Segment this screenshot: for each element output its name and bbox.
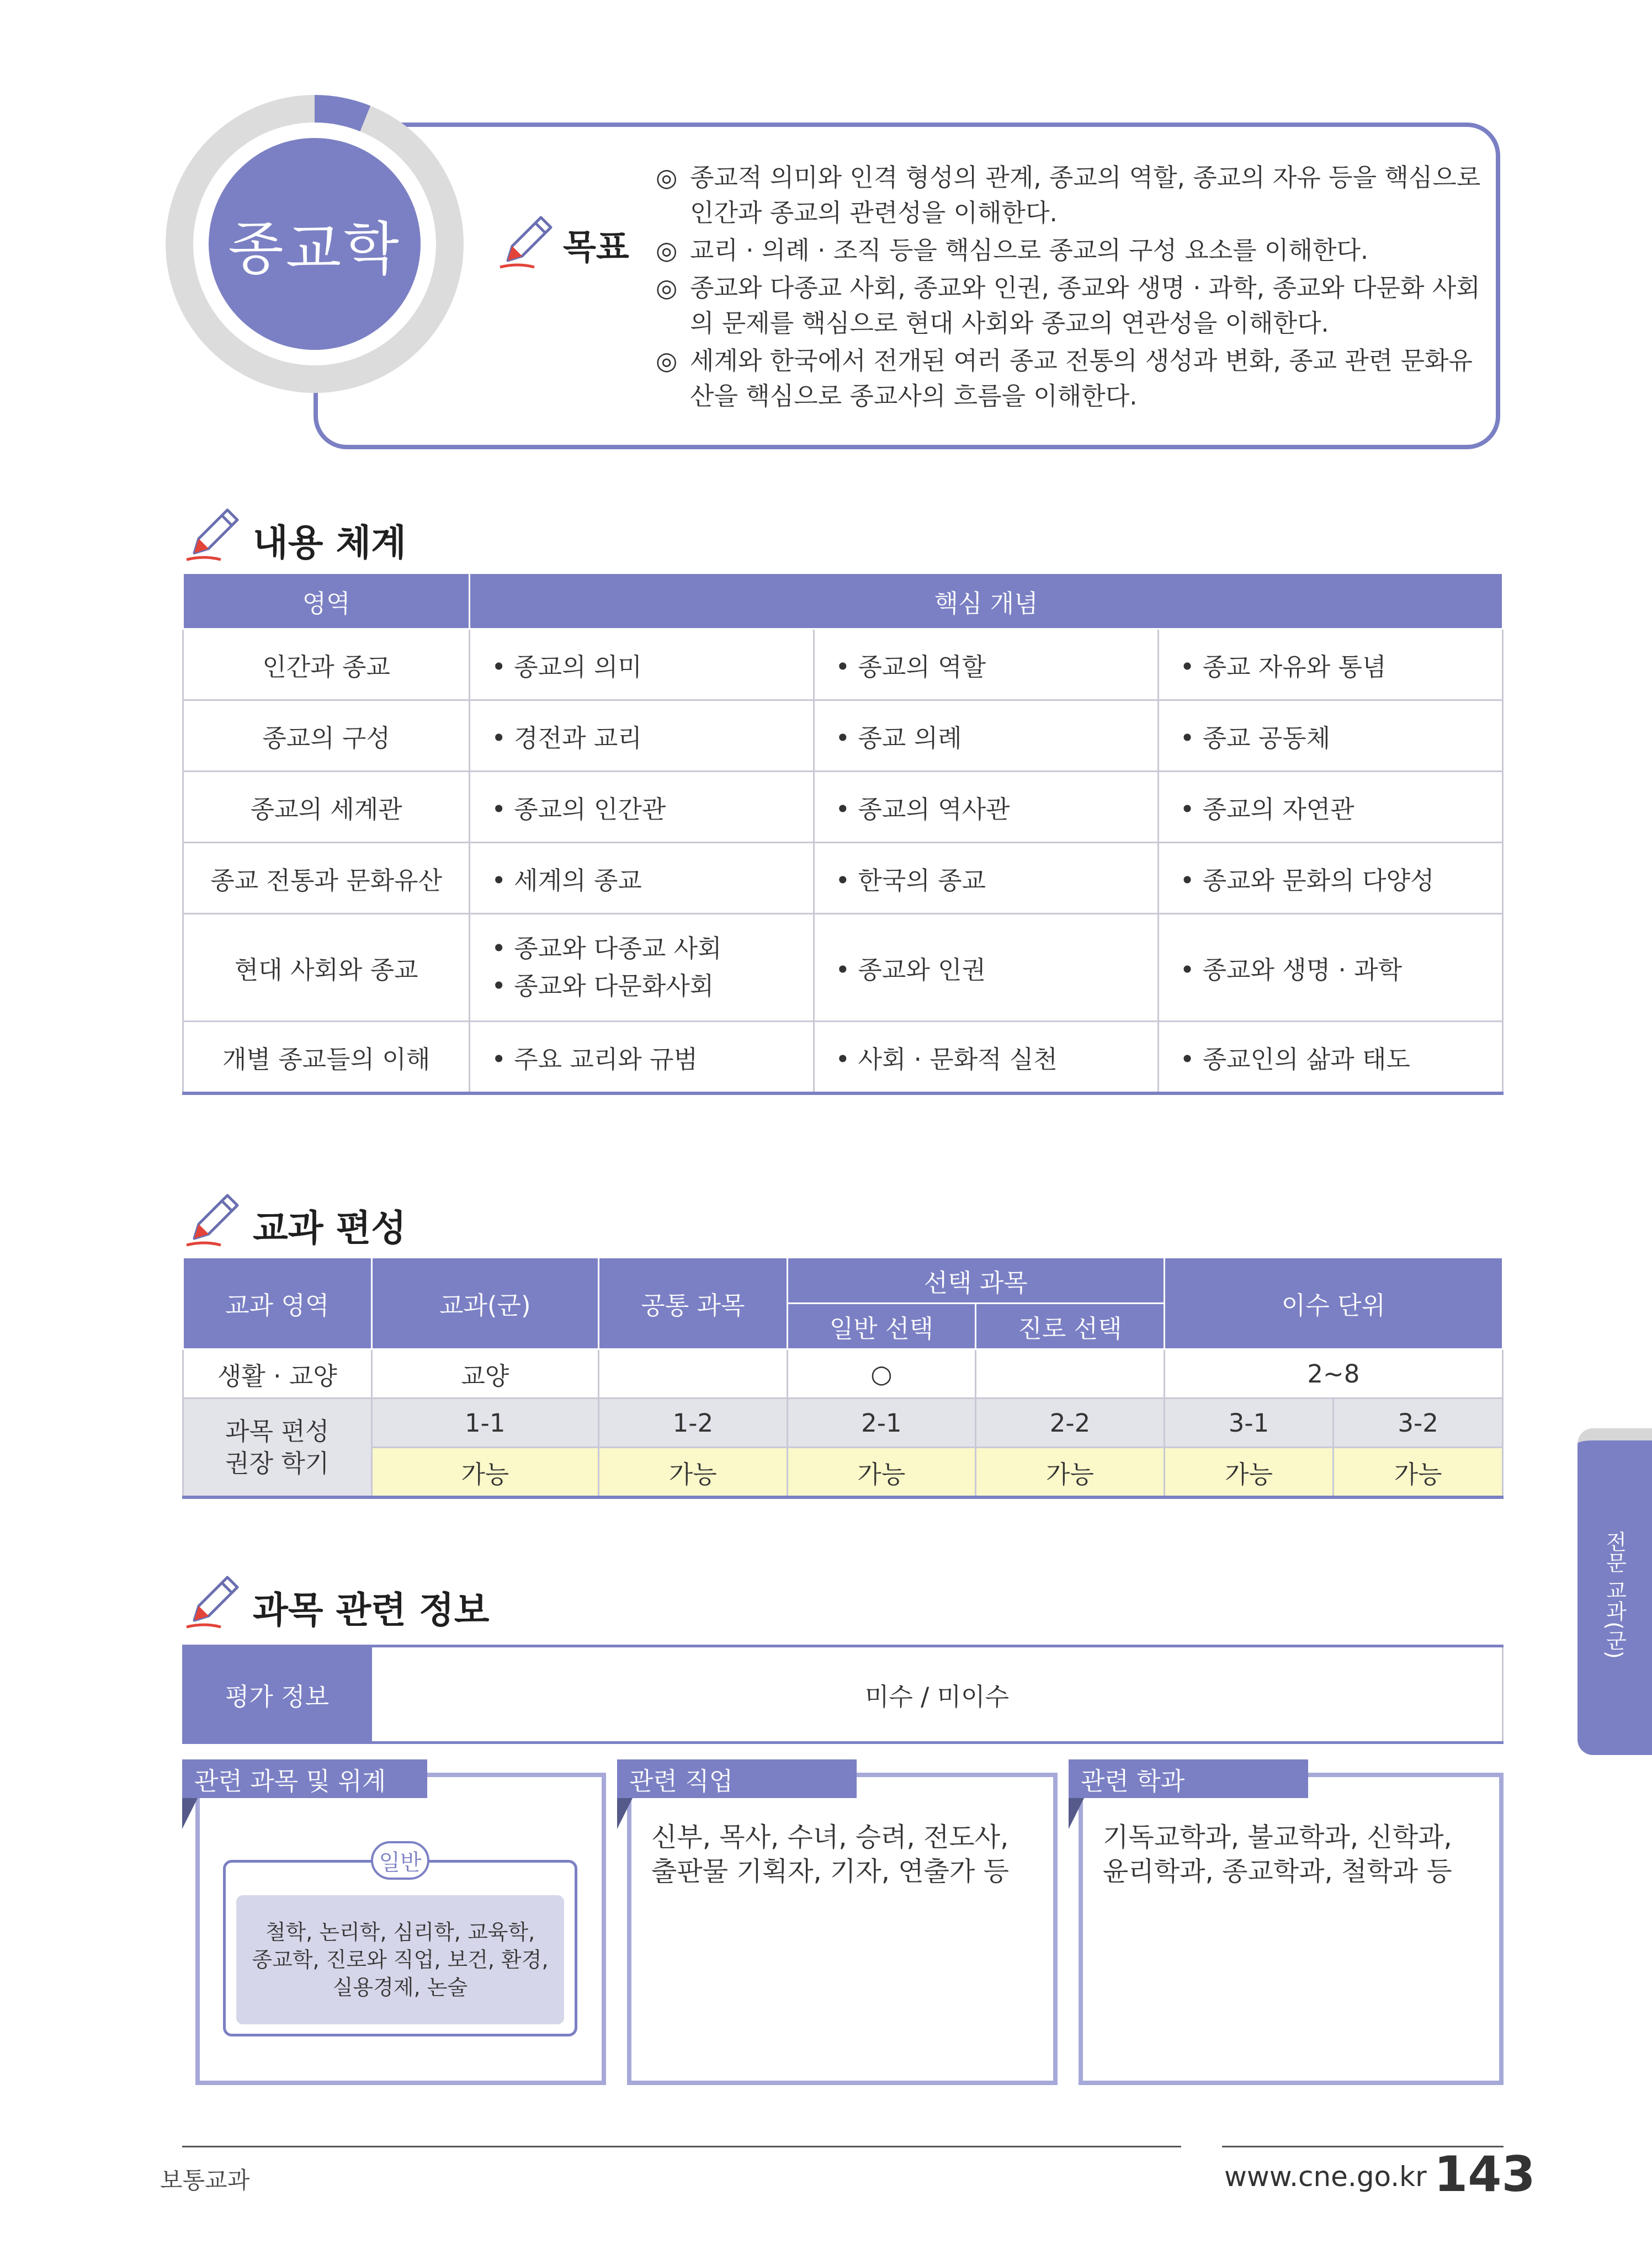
concept-cell: • 한국의 종교 xyxy=(814,843,1158,914)
majors-line: 윤리학과, 종교학과, 철학과 등 xyxy=(1103,1856,1452,1887)
goal-text: 세계와 한국에서 전개된 여러 종교 전통의 생성과 변화, 종교 관련 문화유산을 핵심으로 종교사의 흐름을 이해한다. xyxy=(690,346,1473,411)
footer-url[interactable]: www.cne.go.kr xyxy=(1224,2161,1427,2193)
area-cell: 종교 전통과 문화유산 xyxy=(183,843,470,914)
table-row xyxy=(183,914,1503,1022)
related-jobs-box xyxy=(627,1773,1058,2085)
goal-item xyxy=(656,343,1484,414)
area-cell: 현대 사회와 종교 xyxy=(183,914,470,1022)
semester-label-line: 과목 편성 xyxy=(225,1416,330,1446)
related-majors-tab: 관련 학과 xyxy=(1069,1759,1308,1798)
concept-line: • 종교와 다문화사회 xyxy=(491,971,714,1001)
side-tab-label: 전문 교과(군) xyxy=(1602,1531,1627,1659)
header-common: 공통 과목 xyxy=(599,1258,788,1349)
area-cell: 종교의 구성 xyxy=(183,700,470,772)
goal-list xyxy=(656,160,1484,416)
header-group: 교과(군) xyxy=(371,1258,599,1349)
concept-cell: • 종교 공동체 xyxy=(1158,700,1502,772)
goal-item xyxy=(656,160,1484,231)
jobs-line: 신부, 목사, 수녀, 승려, 전도사, xyxy=(651,1822,1009,1853)
footer-divider xyxy=(182,2146,1181,2147)
header-concepts: 핵심 개념 xyxy=(470,573,1503,629)
concept-line: • 종교와 다종교 사회 xyxy=(491,934,722,963)
goal-text: 교리 · 의례 · 조직 등을 핵심으로 종교의 구성 요소를 이해한다. xyxy=(690,236,1369,265)
concept-cell: • 경전과 교리 xyxy=(470,700,814,772)
tab-fold xyxy=(617,1798,633,1829)
general-pill: 일반 xyxy=(371,1841,429,1880)
table-row xyxy=(183,1022,1503,1094)
availability-cell: 가능 xyxy=(787,1448,976,1498)
area-cell: 개별 종교들의 이해 xyxy=(183,1022,470,1094)
semester-cell: 1-1 xyxy=(371,1398,599,1448)
concept-cell: • 종교의 의미 xyxy=(470,629,814,700)
semester-cell: 3-1 xyxy=(1164,1398,1334,1448)
evaluation-label: 평가 정보 xyxy=(182,1647,372,1741)
goal-label: 목표 xyxy=(563,227,629,267)
goal-marker: ◎ xyxy=(656,236,678,265)
page-number: 143 xyxy=(1434,2146,1536,2203)
footer-section: 보통교과 xyxy=(160,2167,250,2194)
list-line: 실용경제, 논술 xyxy=(332,1975,468,2000)
table-header-row xyxy=(183,1258,1503,1304)
tab-fold xyxy=(1069,1798,1084,1829)
availability-cell: 가능 xyxy=(599,1448,788,1498)
availability-cell: 가능 xyxy=(1334,1448,1503,1498)
header-units: 이수 단위 xyxy=(1164,1258,1502,1349)
evaluation-value: 미수 / 미이수 xyxy=(372,1647,1504,1741)
concept-cell: • 종교의 역사관 xyxy=(814,772,1158,843)
table-header-row xyxy=(183,573,1503,629)
related-subjects-tab: 관련 과목 및 위계 xyxy=(182,1759,427,1798)
goal-item xyxy=(656,270,1484,341)
goal-text: 종교적 의미와 인격 형성의 관계, 종교의 역할, 종교의 자유 등을 핵심으로 인간과 종교의 관련성을 이해한다. xyxy=(690,163,1481,227)
semester-label-line: 권장 학기 xyxy=(225,1448,330,1478)
table-row xyxy=(183,843,1503,914)
table-row xyxy=(183,700,1503,772)
header-elective: 선택 과목 xyxy=(787,1258,1164,1304)
goal-marker: ◎ xyxy=(656,163,678,192)
related-jobs-tab: 관련 직업 xyxy=(617,1759,857,1798)
content-table xyxy=(182,572,1504,1095)
evaluation-row xyxy=(182,1645,1504,1744)
common-cell xyxy=(599,1349,788,1398)
concept-cell: • 종교의 자연관 xyxy=(1158,772,1502,843)
availability-cell: 가능 xyxy=(371,1448,599,1498)
semester-cell: 3-2 xyxy=(1334,1398,1503,1448)
related-majors-text xyxy=(1103,1820,1452,1889)
section-title-subject-info: 과목 관련 정보 xyxy=(253,1589,490,1631)
related-jobs-text xyxy=(651,1820,1009,1889)
semester-cell: 2-1 xyxy=(787,1398,976,1448)
concept-cell: • 주요 교리와 규범 xyxy=(470,1022,814,1094)
list-line: 철학, 논리학, 심리학, 교육학, xyxy=(265,1920,535,1944)
concept-cell: • 종교와 생명 · 과학 xyxy=(1158,914,1502,1022)
semester-cell: 1-2 xyxy=(599,1398,788,1448)
availability-cell: 가능 xyxy=(976,1448,1165,1498)
pencil-icon xyxy=(182,1190,243,1251)
header-career: 진로 선택 xyxy=(976,1304,1165,1349)
concept-cell: • 종교의 역할 xyxy=(814,629,1158,700)
curriculum-table xyxy=(182,1257,1504,1499)
goal-marker: ◎ xyxy=(656,346,678,375)
table-row xyxy=(183,772,1503,843)
pencil-icon xyxy=(182,1572,243,1632)
semester-cell: 2-2 xyxy=(976,1398,1165,1448)
area-cell: 생활 · 교양 xyxy=(183,1349,372,1398)
section-title-content: 내용 체계 xyxy=(253,522,407,564)
career-cell xyxy=(976,1349,1165,1398)
concept-cell: • 종교의 인간관 xyxy=(470,772,814,843)
concept-cell: • 세계의 종교 xyxy=(470,843,814,914)
concept-cell: • 종교와 문화의 다양성 xyxy=(1158,843,1502,914)
header-area: 교과 영역 xyxy=(183,1258,372,1349)
goal-item xyxy=(656,233,1484,268)
availability-cell: 가능 xyxy=(1164,1448,1334,1498)
pencil-icon xyxy=(496,212,556,273)
concept-cell: • 종교인의 삶과 태도 xyxy=(1158,1022,1502,1094)
related-majors-box xyxy=(1079,1773,1504,2085)
goal-text: 종교와 다종교 사회, 종교와 인권, 종교와 생명 · 과학, 종교와 다문화 사회의 문제를 핵심으로 현대 사회와 종교의 연관성을 이해한다. xyxy=(690,273,1480,338)
area-cell: 종교의 세계관 xyxy=(183,772,470,843)
table-row xyxy=(183,1349,1503,1398)
header-area: 영역 xyxy=(183,573,470,629)
semester-label xyxy=(183,1398,372,1498)
concept-cell: • 종교와 인권 xyxy=(814,914,1158,1022)
concept-cell: • 사회 · 문화적 실천 xyxy=(814,1022,1158,1094)
availability-row xyxy=(183,1448,1503,1498)
jobs-line: 출판물 기획자, 기자, 연출가 등 xyxy=(651,1856,1009,1887)
general-cell: ○ xyxy=(787,1349,976,1398)
subject-title: 종교학 xyxy=(209,138,421,350)
majors-line: 기독교학과, 불교학과, 신학과, xyxy=(1103,1822,1452,1853)
concept-cell: • 종교 자유와 통념 xyxy=(1158,629,1502,700)
related-subjects-list xyxy=(236,1895,564,2024)
concept-cell: • 종교 의례 xyxy=(814,700,1158,772)
tab-fold xyxy=(182,1798,198,1829)
pencil-icon xyxy=(182,504,243,565)
table-row xyxy=(183,629,1503,700)
list-line: 종교학, 진로와 직업, 보건, 환경, xyxy=(252,1948,549,1972)
group-cell: 교양 xyxy=(371,1349,599,1398)
area-cell: 인간과 종교 xyxy=(183,629,470,700)
units-cell: 2~8 xyxy=(1164,1349,1502,1398)
concept-cell xyxy=(470,914,814,1022)
section-title-curriculum: 교과 편성 xyxy=(253,1207,407,1249)
header-general: 일반 선택 xyxy=(787,1304,976,1349)
goal-marker: ◎ xyxy=(656,273,678,302)
semester-row xyxy=(183,1398,1503,1448)
